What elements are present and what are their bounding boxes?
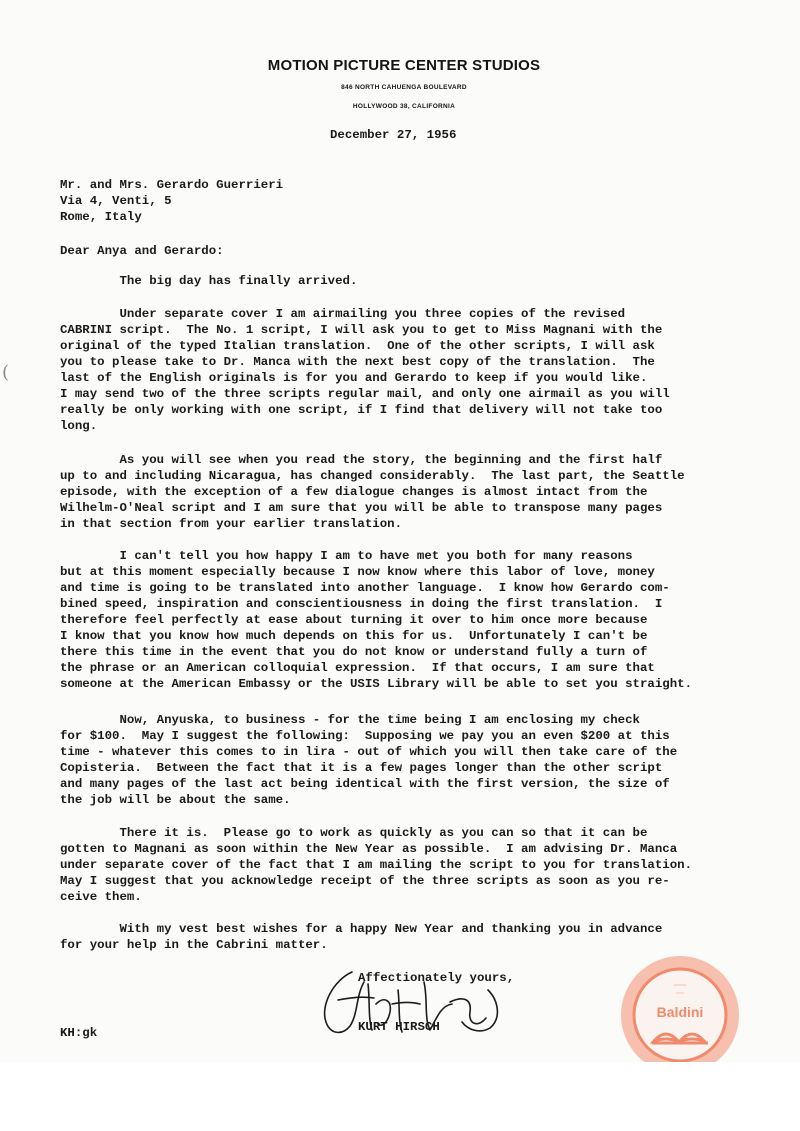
archive-stamp [618, 953, 742, 1062]
text-line: the phrase or an American colloquial expression. If that occurs, I am sure that [60, 661, 655, 675]
text-line: last of the English originals is for you and Gerardo to keep if you would like. [60, 371, 648, 385]
text-line: really be only working with one script, if I find that delivery will not take too [60, 403, 663, 417]
text-line: Now, Anyuska, to business - for the time being I am enclosing my check [60, 713, 640, 727]
text-line: Wilhelm-O'Neal script and I am sure that you will be able to transpose many pages [60, 501, 663, 515]
paragraph [60, 825, 692, 905]
closing: Affectionately yours, [358, 971, 515, 985]
text-line: up to and including Nicaragua, has changed considerably. The last part, the Seattle [60, 469, 685, 483]
text-line: Copisteria. Between the fact that it is a few pages longer than the other script [60, 761, 663, 775]
text-line: the job will be about the same. [60, 793, 291, 807]
text-line: The big day has finally arrived. [60, 274, 358, 288]
letterhead-address-street: 846 NORTH CAHUENGA BOULEVARD [341, 84, 467, 91]
text-line: therefore feel perfectly at ease about turning it over to him once more because [60, 613, 648, 627]
text-line: long. [60, 419, 98, 433]
text-line: someone at the American Embassy or the USIS Library will be able to set you straight. [60, 677, 693, 691]
text-line: There it is. Please go to work as quickly as you can so that it can be [60, 826, 648, 840]
letter-date: December 27, 1956 [330, 128, 457, 142]
text-line: original of the typed Italian translation. One of the other scripts, I will ask [60, 339, 655, 353]
recipient-line: Rome, Italy [60, 210, 142, 224]
text-line: With my vest best wishes for a happy New Year and thanking you in advance [60, 922, 663, 936]
paragraph [60, 306, 670, 434]
text-line: but at this moment especially because I now know where this labor of love, money [60, 565, 655, 579]
text-line: I know that you know how much depends on this for us. Unfortunately I can't be [60, 629, 648, 643]
typist-initials: KH:gk [60, 1026, 98, 1040]
svg-text:═══: ═══ [673, 983, 687, 989]
letterhead-address-city: HOLLYWOOD 38, CALIFORNIA [352, 103, 456, 110]
text-line: I can't tell you how happy I am to have met you both for many reasons [60, 549, 633, 563]
text-line: for $100. May I suggest the following: Supposing we pay you an even $200 at this [60, 729, 670, 743]
text-line: for your help in the Cabrini matter. [60, 938, 328, 952]
text-line: episode, with the exception of a few dialogue changes is almost intact from the [60, 485, 648, 499]
paragraph [60, 712, 677, 808]
paragraph [60, 452, 685, 532]
recipient-line: Mr. and Mrs. Gerardo Guerrieri [60, 178, 284, 192]
text-line: gotten to Magnani as soon within the New Year as possible. I am advising Dr. Manca [60, 842, 678, 856]
text-line: in that section from your earlier translation. [60, 517, 403, 531]
text-line: I may send two of the three scripts regular mail, and only one airmail as you will [60, 387, 670, 401]
letterhead-name: MOTION PICTURE CENTER STUDIOS [267, 57, 541, 74]
signer-name: KURT HIRSCH [358, 1020, 440, 1034]
text-line: there this time in the event that you do not know or understand fully a turn of [60, 645, 648, 659]
text-line: May I suggest that you acknowledge receipt of the three scripts as soon as you re- [60, 874, 670, 888]
text-line: and time is going to be translated into another language. I know how Gerardo com- [60, 581, 670, 595]
text-line: CABRINI script. The No. 1 script, I will ask you to get to Miss Magnani with the [60, 323, 663, 337]
text-line: time - whatever this comes to in lira - out of which you will then take care of the [60, 745, 678, 759]
salutation: Dear Anya and Gerardo: [60, 244, 224, 258]
svg-text:══: ══ [675, 991, 685, 997]
text-line: ceive them. [60, 890, 142, 904]
recipient-address [60, 177, 283, 225]
paragraph [60, 273, 357, 289]
recipient-line: Via 4, Venti, 5 [60, 194, 172, 208]
paragraph [60, 548, 692, 692]
text-line: As you will see when you read the story, the beginning and the first half [60, 453, 663, 467]
text-line: bined speed, inspiration and conscientiousness in doing the first translation. I [60, 597, 663, 611]
text-line: you to please take to Dr. Manca with the next best copy of the translation. The [60, 355, 655, 369]
margin-mark: ( [2, 362, 10, 383]
paragraph [60, 921, 662, 953]
stamp-text: Baldini [656, 1004, 704, 1020]
text-line: under separate cover of the fact that I am mailing the script to you for translation. [60, 858, 693, 872]
text-line: and many pages of the last act being identical with the first version, the size of [60, 777, 670, 791]
text-line: Under separate cover I am airmailing you three copies of the revised [60, 307, 626, 321]
